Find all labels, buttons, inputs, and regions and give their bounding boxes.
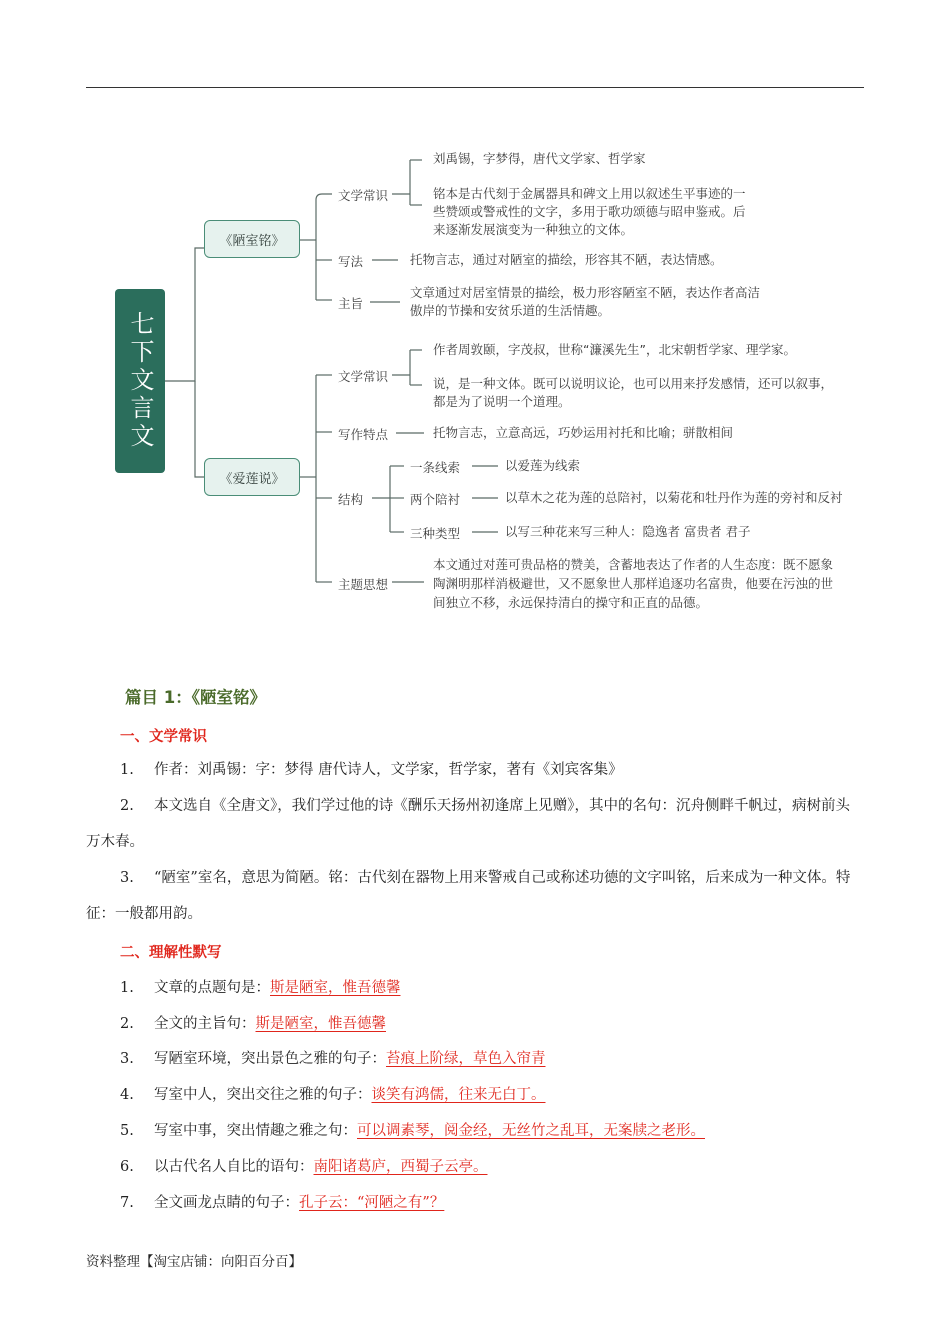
- paragraph: [86, 860, 864, 932]
- node-text: 以爱莲为线索: [505, 458, 581, 473]
- paragraph-text: 本文选自《全唐文》，我们学过他的诗《酬乐天扬州初逢席上见赠》，其中的名句：沉舟侧畔千帆过，病树前头万木春。: [86, 798, 850, 850]
- node-text: 些赞颂或警戒性的文字，多用于歌功颂德与昭申鉴戒。后: [433, 204, 746, 219]
- question-text: 写陋室环境，突出景色之雅的句子：: [154, 1051, 386, 1067]
- node-text: 托物言志，立意高远，巧妙运用衬托和比喻；骈散相间: [433, 425, 734, 440]
- question-text: 以古代名人自比的语句：: [154, 1159, 314, 1175]
- question-text: 写室中事，突出情趣之雅之句：: [154, 1123, 357, 1139]
- dictation-item: [120, 1012, 386, 1033]
- node-text: 本文通过对莲可贵品格的赞美，含蓄地表达了作者的人生态度：既不愿象: [433, 557, 834, 572]
- section-title-dictation: 二、理解性默写: [120, 945, 222, 961]
- branch-title-ailianshuo: 《爱莲说》: [204, 458, 300, 496]
- paragraph: [86, 752, 864, 788]
- item-number: 1.: [120, 980, 134, 996]
- node-label: 一条线索: [410, 460, 461, 475]
- node-text: 间独立不移，永远保持清白的操守和正直的品德。: [433, 595, 709, 610]
- node-text: 傲岸的节操和安贫乐道的生活情趣。: [410, 303, 611, 318]
- question-text: 文章的点题句是：: [154, 980, 270, 996]
- paragraph-text: “陋室”室名，意思为简陋。铭：古代刻在器物上用来警戒自己或称述功德的文字叫铭，后来成为一种文体。特征：一般都用韵。: [86, 870, 851, 922]
- dictation-item: [120, 1155, 488, 1176]
- node-label: 文学常识: [338, 369, 389, 384]
- node-text: 以草木之花为莲的总陪衬，以菊花和牡丹作为莲的旁衬和反衬: [505, 490, 843, 505]
- dictation-item: [120, 1083, 546, 1104]
- branch-title-loushiming: 《陋室铭》: [204, 220, 300, 258]
- question-text: 全文的主旨句：: [154, 1016, 256, 1032]
- question-text: 全文画龙点睛的句子：: [154, 1195, 299, 1211]
- article-heading: 篇目 1：《陋室铭》: [125, 688, 266, 707]
- question-text: 写室中人，突出交往之雅的句子：: [154, 1087, 372, 1103]
- item-number: 3.: [120, 870, 134, 886]
- node-text: 都是为了说明一个道理。: [433, 394, 571, 409]
- answer-text: 谈笑有鸿儒，往来无白丁。: [371, 1087, 546, 1103]
- node-text: 铭本是古代刻于金属器具和碑文上用以叙述生平事迹的一: [433, 186, 746, 201]
- node-label: 文学常识: [338, 188, 389, 203]
- node-text: 来逐渐发展演变为一种独立的文体。: [433, 222, 634, 237]
- dictation-item: [120, 1119, 705, 1140]
- node-text: 文章通过对居室情景的描绘，极力形容陋室不陋，表达作者高洁: [410, 285, 761, 300]
- section-title-literary-knowledge: 一、文学常识: [120, 729, 207, 745]
- answer-text: 苔痕上阶绿，草色入帘青: [386, 1051, 546, 1067]
- node-label: 写法: [338, 254, 364, 269]
- node-text: 作者周敦颐，字茂叔，世称“濂溪先生”，北宋朝哲学家、理学家。: [433, 342, 796, 357]
- item-number: 4.: [120, 1087, 134, 1103]
- node-label: 主旨: [338, 296, 364, 311]
- node-text: 陶渊明那样消极避世，又不愿象世人那样追逐功名富贵，他要在污浊的世: [433, 576, 834, 591]
- answer-text: 南阳诸葛庐，西蜀子云亭。: [313, 1159, 488, 1175]
- node-text: 以写三种花来写三种人：隐逸者 富贵者 君子: [505, 524, 751, 539]
- node-label: 三种类型: [410, 526, 461, 541]
- node-label: 主题思想: [338, 577, 389, 592]
- mind-map-root: 七下文言文: [115, 289, 165, 473]
- item-number: 1.: [120, 762, 134, 778]
- node-text: 刘禹锡，字梦得，唐代文学家、哲学家: [433, 151, 646, 166]
- paragraph-text: 作者：刘禹锡：字：梦得 唐代诗人，文学家，哲学家，著有《刘宾客集》: [154, 762, 623, 778]
- node-text: 托物言志，通过对陋室的描绘，形容其不陋，表达情感。: [410, 252, 723, 267]
- item-number: 7.: [120, 1195, 134, 1211]
- item-number: 6.: [120, 1159, 134, 1175]
- answer-text: 斯是陋室，惟吾德馨: [270, 980, 401, 996]
- page-footer: 资料整理【淘宝店铺：向阳百分百】: [86, 1254, 302, 1270]
- item-number: 2.: [120, 798, 134, 814]
- item-number: 5.: [120, 1123, 134, 1139]
- paragraph: [86, 788, 864, 860]
- item-number: 3.: [120, 1051, 134, 1067]
- answer-text: 可以调素琴，阅金经，无丝竹之乱耳，无案牍之老形。: [357, 1123, 705, 1139]
- dictation-item: [120, 976, 401, 997]
- item-number: 2.: [120, 1016, 134, 1032]
- answer-text: 孔子云：“河陋之有”？: [299, 1195, 445, 1211]
- dictation-item: [120, 1191, 444, 1212]
- node-label: 两个陪衬: [410, 492, 461, 507]
- answer-text: 斯是陋室，惟吾德馨: [255, 1016, 386, 1032]
- dictation-item: [120, 1047, 546, 1068]
- node-label: 写作特点: [338, 427, 389, 442]
- mind-map: [0, 0, 950, 640]
- node-text: 说，是一种文体。既可以说明议论，也可以用来抒发感情，还可以叙事，: [433, 376, 834, 391]
- node-label: 结构: [338, 492, 364, 507]
